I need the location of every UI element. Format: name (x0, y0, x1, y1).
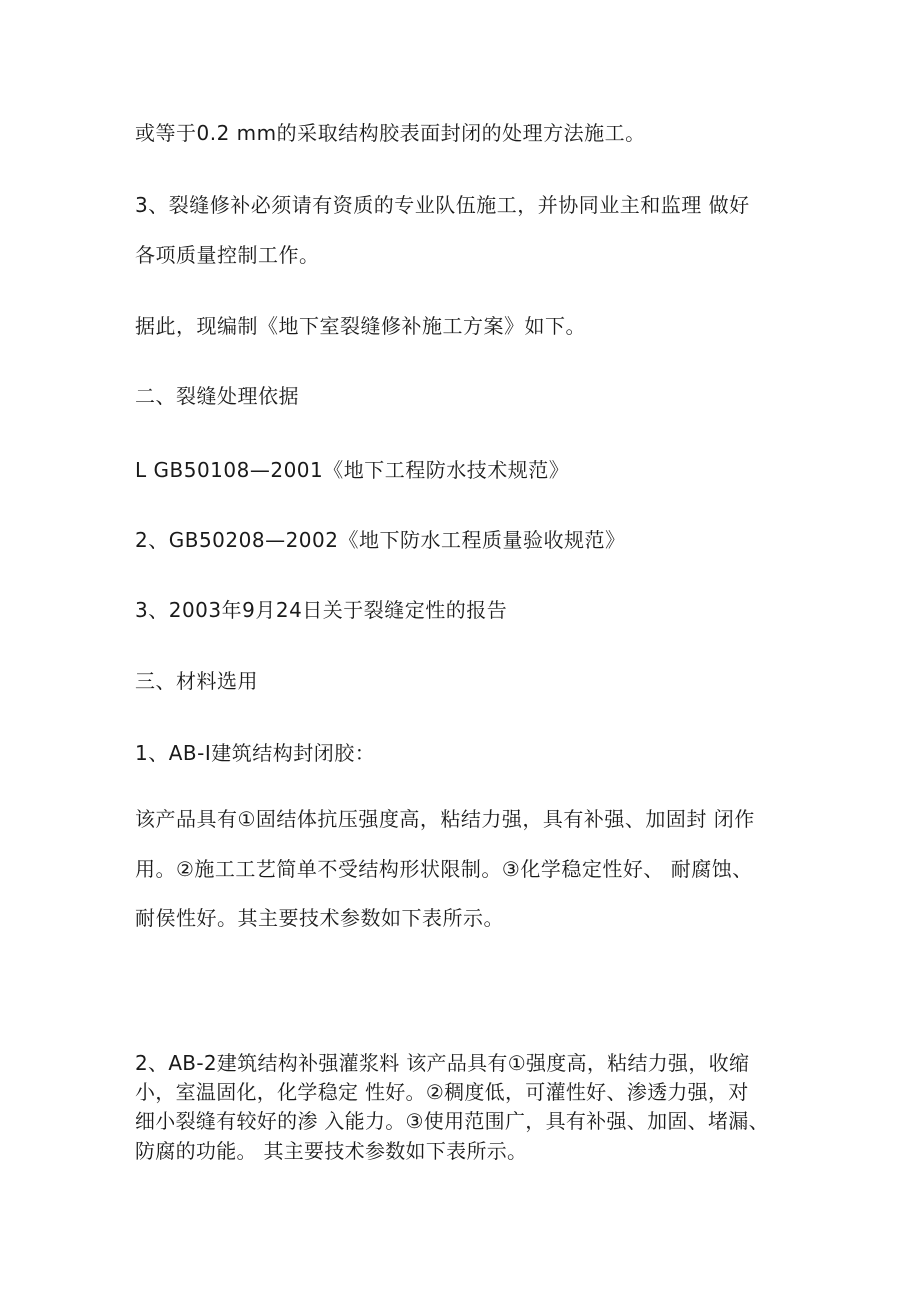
material-2-desc-line-2: 小，室温固化，化学稳定 性好。②稠度低，可灌性好、渗透力强，对 (135, 1080, 749, 1104)
text-line-sealing-method: 或等于0.2 mm的采取结构胶表面封闭的处理方法施工。 (135, 121, 646, 145)
material-1-desc-line-2: 用。②施工工艺简单不受结构形状限制。③化学稳定性好、 耐腐蚀、 (135, 857, 753, 881)
basis-item-2: 2、GB50208—2002《地下防水工程质量验收规范》 (135, 528, 626, 552)
material-2-desc-line-3: 细小裂缝有较好的渗 入能力。③使用范围广，具有补强、加固、堵漏、 (135, 1109, 769, 1133)
section-heading-basis: 二、裂缝处理依据 (135, 384, 299, 408)
material-2-desc-line-1: 2、AB-2建筑结构补强灌浆料 该产品具有①强度高，粘结力强，收缩 (135, 1051, 750, 1075)
text-line-requirement-3: 3、裂缝修补必须请有资质的专业队伍施工，并协同业主和监理 做好 (135, 193, 750, 217)
material-1-desc-line-3: 耐侯性好。其主要技术参数如下表所示。 (135, 906, 504, 930)
section-heading-materials: 三、材料选用 (135, 669, 258, 693)
material-item-1-title: 1、AB-I建筑结构封闭胶： (135, 741, 376, 765)
material-1-desc-line-1: 该产品具有①固结体抗压强度高，粘结力强，具有补强、加固封 闭作 (135, 807, 755, 831)
material-2-desc-line-4: 防腐的功能。 其主要技术参数如下表所示。 (135, 1139, 528, 1163)
basis-item-3: 3、2003年9月24日关于裂缝定性的报告 (135, 598, 508, 622)
text-line-plan-intro: 据此，现编制《地下室裂缝修补施工方案》如下。 (135, 314, 586, 338)
basis-item-1: L GB50108—2001《地下工程防水技术规范》 (135, 458, 570, 482)
text-line-quality-control: 各项质量控制工作。 (135, 243, 320, 267)
